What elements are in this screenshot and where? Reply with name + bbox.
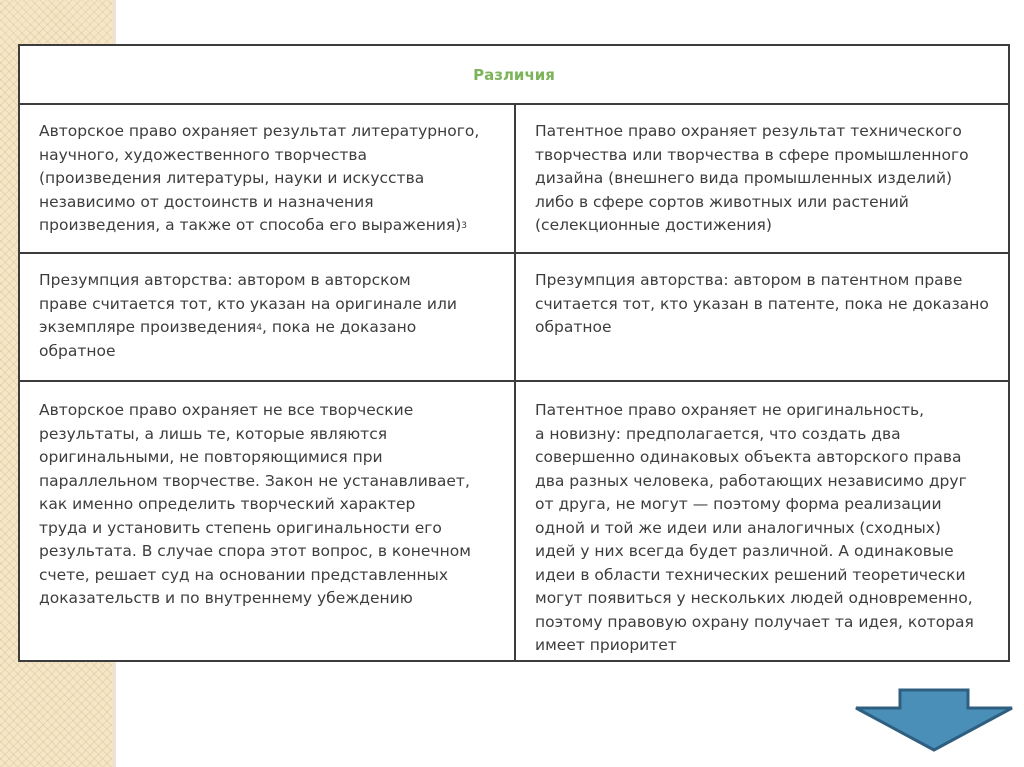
table-title: Различия bbox=[473, 66, 555, 84]
footnote-ref-3: 3 bbox=[461, 221, 468, 231]
differences-table bbox=[18, 44, 1010, 662]
row-2-right-cell: Презумпция авторства: автором в патентном праве считается тот, кто указан в патенте, пока не доказано обратное bbox=[535, 271, 989, 336]
down-arrow-icon[interactable] bbox=[852, 688, 1016, 752]
row-2-left-text-end: , пока не доказано обратное bbox=[39, 318, 417, 360]
row-1-right-cell: Патентное право охраняет результат технического творчества или творчества в сфере промышленного дизайна (внешнего вида промышленных изделий) либо в сфере сортов животных или растений (селекционные достижения) bbox=[535, 122, 969, 234]
row-2-left-cell bbox=[39, 269, 501, 363]
row-3-left-cell: Авторское право охраняет не все творческие результаты, а лишь те, которые являются оригинальными, не повторяющимися при параллельном творчестве. Закон не устанавливает, как именно определить творческий характер труда и установить степень оригинальности его результата. В случае спора этот вопрос, в конечном счете, решает суд на основании представленных доказательств и по внутреннему убеждению bbox=[39, 401, 471, 607]
row-1-left-text: Авторское право охраняет результат литературного, научного, художественного творчества (произведения литературы, науки и искусства независимо от достоинств и назначения произведения, а также от способа его выражения) bbox=[39, 122, 480, 234]
column-divider bbox=[514, 104, 516, 660]
row-2-left-text-start: Презумпция авторства: автором в авторском праве считается тот, кто указан на оригинале или экземпляре произведения bbox=[39, 271, 457, 336]
row-1-left-cell bbox=[39, 120, 501, 238]
footnote-ref-4: 4 bbox=[256, 323, 262, 333]
row-3-right-cell: Патентное право охраняет не оригинальность, а новизну: предполагается, что создать два совершенно одинаковых объекта авторского права два разных человека, работающих независимо друг от друга, не могут — поэтому форма реализации одной и той же идеи или аналогичных (сходных) идей у них всегда будет различной. А одинаковые идеи в области технических решений теоретически могут появиться у нескольких людей одновременно, поэтому правовую охрану получает та идея, которая имеет приоритет bbox=[535, 401, 974, 654]
